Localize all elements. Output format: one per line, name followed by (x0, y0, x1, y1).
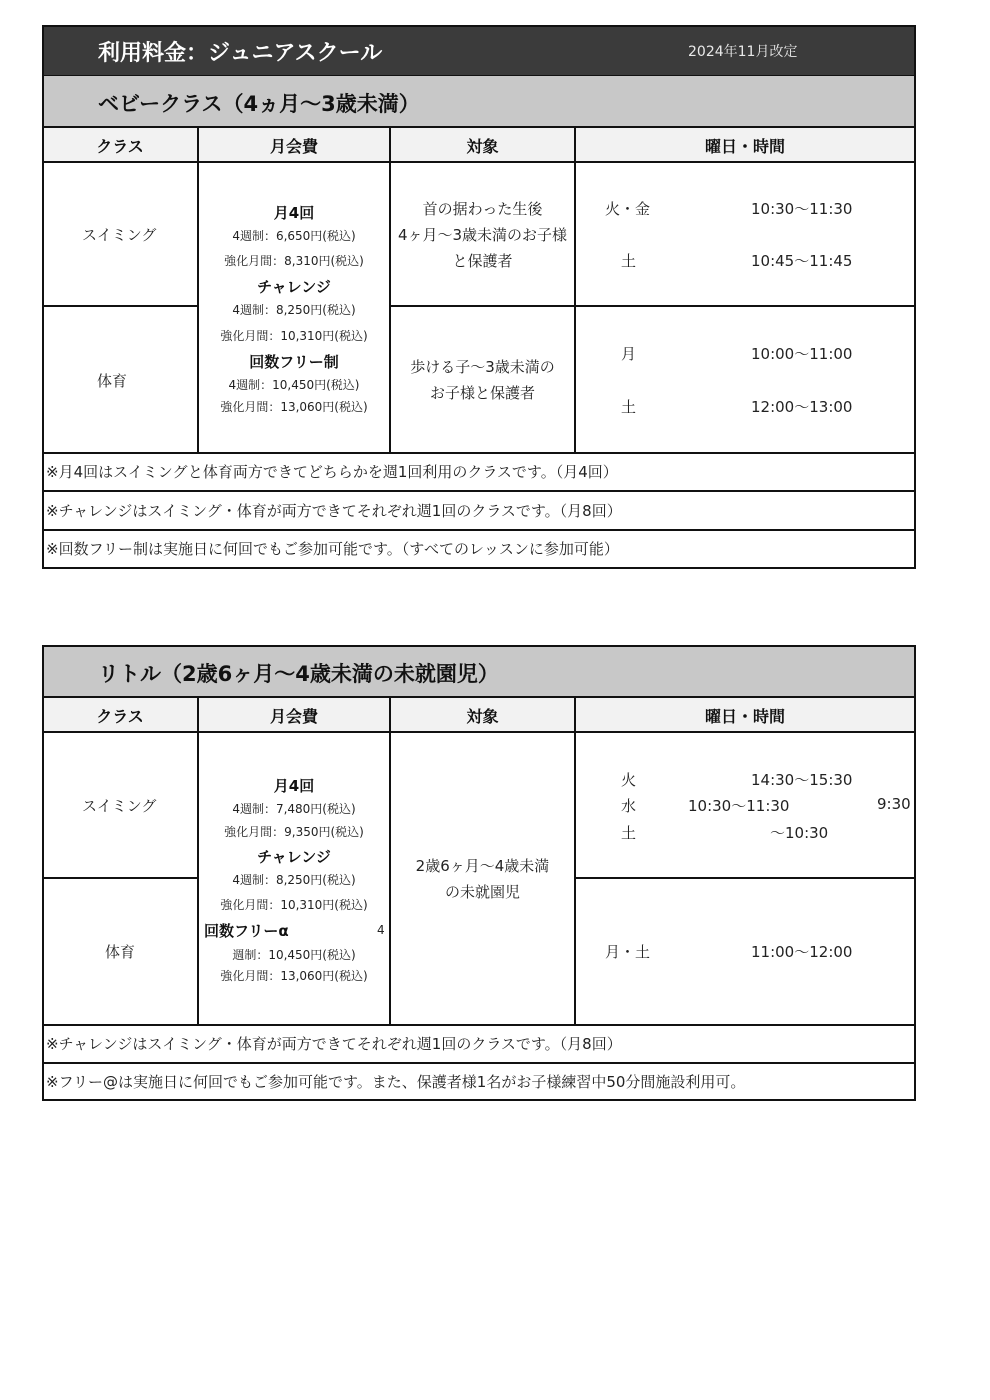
table-border (42, 305, 198, 307)
little-schedule-time: 11:00～12:00 (751, 943, 853, 961)
baby-schedule-day: 火・金 (605, 200, 651, 218)
table-border (42, 1099, 916, 1101)
table-border (390, 305, 916, 307)
baby-schedule-time: 10:30～11:30 (751, 200, 853, 218)
baby-class-gym: 体育 (97, 372, 128, 390)
baby-schedule-day: 土 (621, 252, 637, 270)
table-border (914, 645, 916, 1101)
little-fee-line: 強化月間：13,060円(税込) (220, 969, 368, 983)
little-target-line: の未就園児 (444, 883, 520, 901)
table-border (389, 127, 391, 453)
table-border (42, 731, 916, 733)
page-title: 利用料金：ジュニアスクール (98, 41, 383, 66)
baby-fee-plan-name: 月4回 (273, 204, 315, 222)
little-class-gym: 体育 (105, 943, 136, 961)
table-border (42, 490, 916, 492)
little-note: ※チャレンジはスイミング・体育が両方できてそれぞれ週1回のクラスです。（月8回） (46, 1035, 622, 1053)
table-border (42, 696, 916, 698)
table-border (574, 127, 576, 453)
table-border (42, 1062, 916, 1064)
little-schedule-time: ～10:30 (770, 824, 829, 842)
baby-target-swim-line: 首の据わった生後 (422, 200, 543, 218)
baby-fee-line: 4週制：10,450円(税込) (228, 378, 360, 392)
table-border (42, 1024, 916, 1026)
baby-fee-line: 4週制：8,250円(税込) (232, 303, 356, 317)
little-schedule-day: 火 (621, 771, 637, 789)
table-border (389, 697, 391, 1025)
table-border (197, 127, 199, 453)
little-schedule-day: 月・土 (605, 943, 651, 961)
baby-fee-plan-name: 回数フリー制 (249, 353, 339, 371)
col-header-fee: 月会費 (269, 707, 318, 726)
table-border (575, 877, 916, 879)
baby-schedule-day: 土 (621, 398, 637, 416)
table-border (42, 25, 916, 27)
table-border (42, 645, 44, 1101)
little-fee-line: 4週制：7,480円(税込) (232, 802, 356, 816)
baby-schedule-day: 月 (621, 345, 637, 363)
little-fee-side-number: 4 (377, 923, 385, 937)
little-fee-plan-name: 月4回 (273, 777, 315, 795)
baby-note: ※月4回はスイミングと体育両方できてどちらかを週1回利用のクラスです。（月4回） (46, 463, 618, 481)
baby-fee-plan-name: チャレンジ (257, 278, 331, 296)
baby-target-gym-line: お子様と保護者 (429, 384, 535, 402)
table-border (574, 697, 576, 1025)
baby-target-gym-line: 歩ける子～3歳未満の (410, 358, 555, 376)
table-border (42, 452, 916, 454)
table-border (42, 75, 916, 76)
col-header-schedule: 曜日・時間 (704, 707, 785, 726)
table-border (197, 697, 199, 1025)
baby-fee-line: 強化月間：13,060円(税込) (220, 400, 368, 414)
table-border (42, 567, 916, 569)
table-border (42, 529, 916, 531)
little-target-line: 2歳6ヶ月～4歳未満 (415, 857, 550, 875)
little-schedule-time: 10:30～11:30 (688, 797, 790, 815)
baby-class-swimming: スイミング (82, 226, 157, 244)
col-header-class: クラス (96, 707, 144, 726)
baby-note: ※チャレンジはスイミング・体育が両方できてそれぞれ週1回のクラスです。（月8回） (46, 502, 622, 520)
little-fee-plan-name: 回数フリーα (204, 922, 289, 940)
baby-schedule-time: 12:00～13:00 (751, 398, 853, 416)
table-border (42, 126, 916, 128)
little-fee-line: 強化月間：9,350円(税込) (224, 825, 364, 839)
col-header-schedule: 曜日・時間 (704, 137, 785, 156)
little-schedule-day: 土 (621, 824, 637, 842)
col-header-class: クラス (96, 137, 144, 156)
little-class-swimming: スイミング (82, 797, 157, 815)
table-border (42, 877, 198, 879)
little-fee-line: 4週制：8,250円(税込) (232, 873, 356, 887)
baby-target-swim-line: と保護者 (452, 252, 513, 270)
table-border (42, 645, 916, 647)
col-header-fee: 月会費 (269, 137, 318, 156)
baby-note: ※回数フリー制は実施日に何回でもご参加可能です。（すべてのレッスンに参加可能） (46, 540, 619, 558)
baby-fee-line: 強化月間：8,310円(税込) (224, 254, 364, 268)
little-schedule-extra-time: 9:30 (877, 795, 911, 813)
little-fee-plan-name: チャレンジ (257, 848, 331, 866)
baby-fee-line: 強化月間：10,310円(税込) (220, 329, 368, 343)
col-header-target: 対象 (466, 707, 499, 726)
little-schedule-time: 14:30～15:30 (751, 771, 853, 789)
col-header-target: 対象 (466, 137, 499, 156)
revision-date: 2024年11月改定 (688, 44, 798, 60)
baby-fee-line: 4週制：6,650円(税込) (232, 229, 356, 243)
little-note: ※フリー@は実施日に何回でもご参加可能です。また、保護者様1名がお子様練習中50分間施設利用可。 (46, 1073, 746, 1091)
little-section-title: リトル（2歳6ヶ月～4歳未満の未就園児） (98, 662, 499, 686)
little-fee-line: 強化月間：10,310円(税込) (220, 898, 368, 912)
baby-schedule-time: 10:00～11:00 (751, 345, 853, 363)
table-border (42, 25, 44, 569)
table-border (914, 25, 916, 569)
baby-section-title: ベビークラス（4ヵ月～3歳未満） (98, 92, 420, 116)
little-schedule-day: 水 (621, 797, 637, 815)
baby-target-swim-line: 4ヶ月～3歳未満のお子様 (397, 226, 568, 244)
little-fee-line: 週制：10,450円(税込) (232, 948, 356, 962)
baby-schedule-time: 10:45～11:45 (751, 252, 853, 270)
table-border (42, 161, 916, 163)
